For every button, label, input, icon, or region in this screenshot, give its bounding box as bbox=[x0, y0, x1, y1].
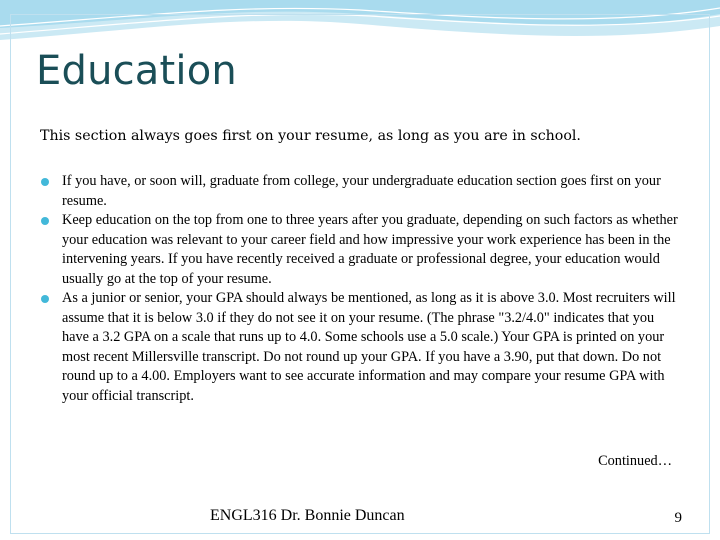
bullet-icon bbox=[41, 217, 49, 225]
bullet-text: Keep education on the top from one to three years after you graduate, depending on such factors as whether your education was relevant to your career field and how impressive your work experience has been in the intervening years. If you have recently received a graduate or professional degree, your education would usually go at the top of your resume. bbox=[62, 212, 678, 287]
bullet-icon bbox=[41, 178, 49, 186]
list-item bbox=[40, 211, 680, 289]
footer-text: ENGL316 Dr. Bonnie Duncan bbox=[210, 507, 405, 524]
list-item bbox=[40, 172, 680, 211]
page-number: 9 bbox=[674, 510, 682, 526]
intro-text: This section always goes first on your resume, as long as you are in school. bbox=[40, 128, 581, 144]
bullet-text: If you have, or soon will, graduate from college, your undergraduate education section goes first on your resume. bbox=[62, 173, 661, 209]
continued-label: Continued… bbox=[598, 453, 672, 469]
list-item bbox=[40, 289, 680, 406]
bullet-text: As a junior or senior, your GPA should always be mentioned, as long as it is above 3.0. Most recruiters will assume that it is below 3.0 if they do not see it on your resume. (The phrase "3.2/4.0" indicates that you have a 3.2 GPA on a scale that runs up to 4.0. Some schools use a 5.0 scale.) Your GPA is printed on your most recent Millersville transcript. Do not round up your GPA. If you have a 3.90, put that down. Do not round up to a 4.00. Employers want to see accurate information and may compare your resume GPA with your official transcript. bbox=[62, 290, 676, 404]
slide-title: Education bbox=[36, 48, 237, 94]
bullet-icon bbox=[41, 295, 49, 303]
bullet-list bbox=[40, 172, 680, 406]
